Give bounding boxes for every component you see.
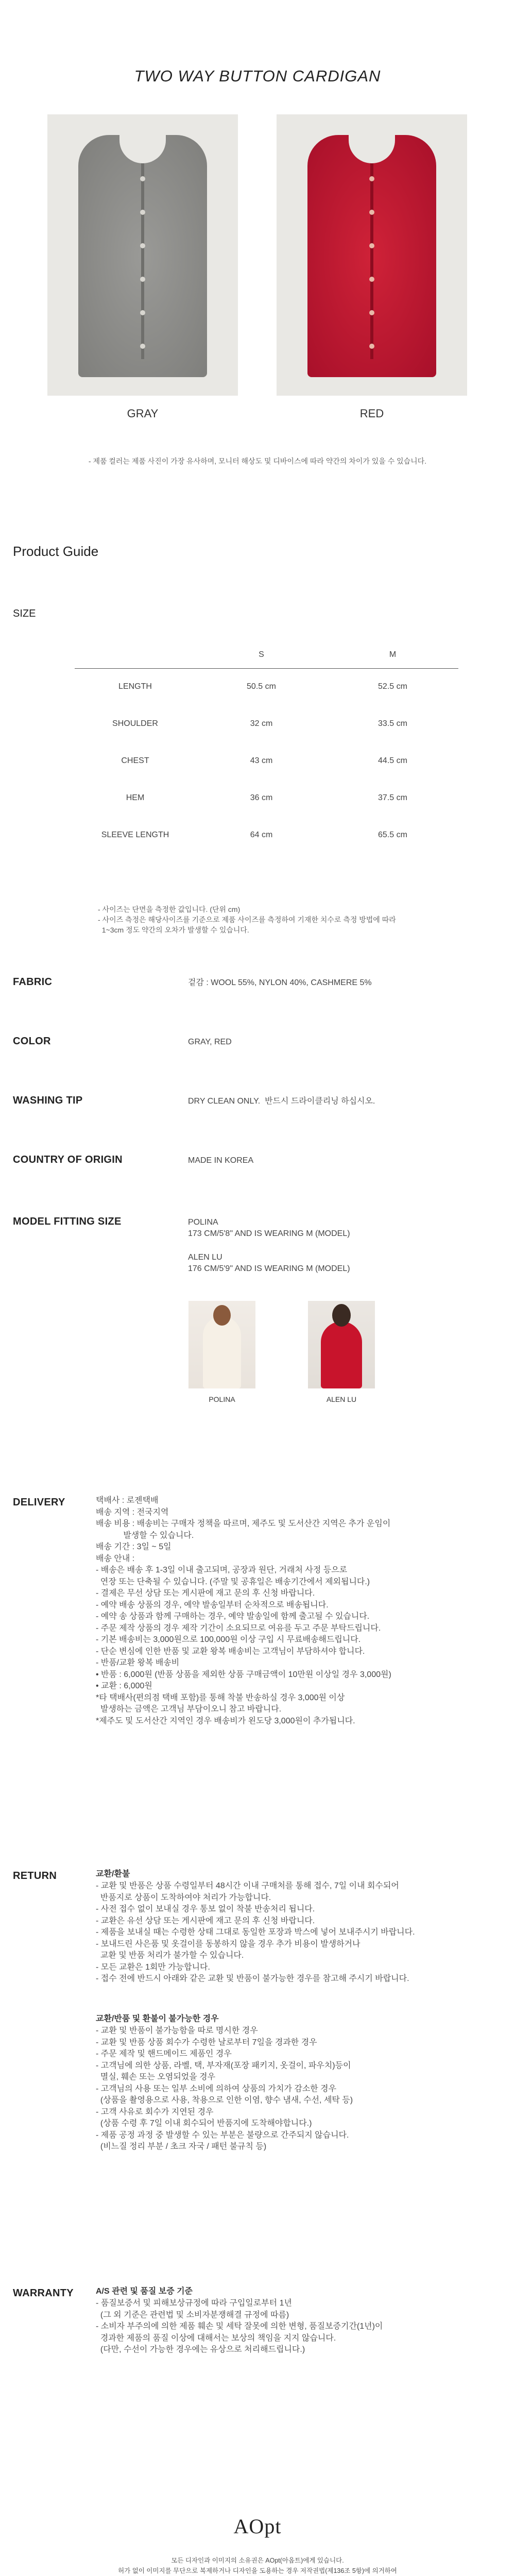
fabric-value: 겉감 : WOOL 55%, NYLON 40%, CASHMERE 5%: [188, 978, 372, 987]
size-cell-s: 36 cm: [250, 793, 273, 802]
size-note-line: - 사이즈 측정은 해당사이즈를 기준으로 제품 사이즈를 측정하여 기재한 치수로 측정 방법에 따라: [98, 916, 396, 924]
model-photo-alen-lu: [308, 1301, 375, 1388]
table-row: [75, 779, 458, 817]
size-cell-m: 33.5 cm: [378, 719, 407, 728]
size-cell-m: 37.5 cm: [378, 793, 407, 802]
washing-label: WASHING TIP: [13, 1095, 83, 1106]
color-caption-gray: GRAY: [127, 407, 159, 420]
product-title: TWO WAY BUTTON CARDIGAN: [134, 67, 381, 85]
return-label: RETURN: [13, 1870, 57, 1882]
table-row: [75, 742, 458, 779]
model-photo-polina: [188, 1301, 255, 1388]
return-text: - 교환 및 반품은 상품 수령일부터 48시간 이내 구매처를 통해 접수, 7일 이내 회수되어 반품지로 상품이 도착하여야 처리가 가능합니다. - 사전 접수 없이 보내실 경우 통보 없이 착불 반송처리 됩니다. - 교환은 유선 상담 또는 게시판에 재고 문의 후 신청 바랍니다. - 제품을 보내실 때는 수령한 상태 그대로 동일한 포장과 박스에 넣어 보내주시기 바랍니다. - 보내드린 사은품 및 옷걸이를 동봉하지 않을 경우 추가 비용이 발생하거나 교환 및 반품 처리가 불가할 수 있습니다. - 모든 교환은 1회만 가능합니다. - 접수 전에 반드시 아래와 같은 교환 및 반품이 불가능한 경우를 참고해 주시기 바랍니다.: [96, 1882, 415, 1983]
footer-line: 허가 없이 이미지를 무단으로 복제하거나 디자인을 도용하는 경우 저작권법(제136조 5항)에 의거하여: [118, 2567, 397, 2574]
footer-line: 모든 디자인과 이미지의 소유권은 AOpt(아옵트)에게 있습니다.: [171, 2557, 344, 2564]
size-cell-s: 64 cm: [250, 831, 273, 839]
size-note-line: - 사이즈는 단면을 측정한 값입니다. (단위 cm): [98, 905, 241, 913]
size-table: [75, 641, 458, 854]
size-cell-m: 52.5 cm: [378, 682, 407, 691]
model-name: ALEN LU: [188, 1253, 222, 1262]
delivery-label: DELIVERY: [13, 1497, 65, 1508]
table-row: [75, 668, 458, 705]
size-notes: [98, 904, 396, 935]
model-detail: 176 CM/5'9" AND IS WEARING M (MODEL): [188, 1264, 350, 1273]
size-table-header: [75, 641, 458, 668]
size-heading: SIZE: [13, 608, 36, 619]
model-detail: 173 CM/5'8" AND IS WEARING M (MODEL): [188, 1229, 350, 1238]
footer-copyright: [0, 2555, 515, 2576]
return-nonrefundable-heading: 교환/반품 및 환불이 불가능한 경우: [96, 2014, 219, 2023]
model-name: POLINA: [188, 1218, 218, 1227]
delivery-text: 택배사 : 로젠택배 배송 지역 : 전국지역 배송 비용 : 배송비는 구매자 정책을 따르며, 제주도 및 도서산간 지역은 추가 운임이 발생할 수 있습니다. 배송 기간 : 3일 ~ 5일 배송 안내 : - 배송은 배송 후 1-3일 이내 출고되며, 공장과 원단, 거래처 사정 등으로 연장 또는 단축될 수 있습니다. (주말 및 공휴일은 배송기간에서 제외됩니다.) - 결제은 무선 상담 또는 게시판에 재고 문의 후 신청 바랍니다. - 예약 배송 상품의 경우, 예약 발송일부터 순차적으로 배송됩니다. - 예약 송 상품과 함께 구매하는 경우, 예약 발송일에 함께 출고될 수 있습니다. - 주문 제작 상품의 경우 제작 기간이 소요되므로 여유를 두고 주문 부탁드립니다. - 기본 배송비는 3,000원으로 100,000원 이상 구입 시 무료배송해드립니다. - 단순 변심에 인한 반품 및 교환 왕복 배송비는 고객님이 부담하셔야 합니다. - 반품/교환 왕복 배송비 • 반품 : 6,000원 (반품 상품을 제외한 상품 구매금액이 10만원 이상일 경우 3,000원) • 교환 : 6,000원 *타 택배사(편의점 택배 포함)를 통해 착불 반송하실 경우 3,000원 이상 발생하는 금액은 고객님 부담이오니 참고 바랍니다. *제주도 및 도서산간 지역인 경우 배송비가 왼도당 3,000원이 추가됩니다.: [96, 1496, 391, 1725]
red-cardigan-photo: [277, 114, 467, 396]
origin-label: COUNTRY OF ORIGIN: [13, 1154, 123, 1165]
warranty-label: WARRANTY: [13, 2287, 74, 2299]
brand-logo: AOpt: [233, 2515, 282, 2538]
color-value: GRAY, RED: [188, 1038, 232, 1046]
warranty-text: - 품질보증서 및 피해보상규정에 따라 구입일로부터 1년 (그 외 기준은 관련법 및 소비자분쟁해결 규정에 따름) - 소비자 부주의에 의한 제품 훼손 및 세탁 잘못에 의한 변형, 품질보증기간(1년)이 경과한 제품의 품질 이상에 대해서는 보상의 책임을 지지 않습니다. (다만, 수선이 가능한 경우에는 유상으로 처리해드립니다.): [96, 2299, 383, 2354]
size-row-label: CHEST: [121, 756, 149, 765]
size-note-line: 1~3cm 정도 약간의 오차가 발생할 수 있습니다.: [98, 926, 249, 934]
table-row: [75, 705, 458, 742]
size-row-label: LENGTH: [118, 682, 152, 691]
size-cell-m: 44.5 cm: [378, 756, 407, 765]
size-cell-s: 43 cm: [250, 756, 273, 765]
color-label: COLOR: [13, 1036, 51, 1047]
size-col-m: M: [327, 641, 458, 668]
gray-cardigan-photo: [47, 114, 238, 396]
color-note: - 제품 컬러는 제품 사진이 가장 유사하며, 모니터 해상도 및 디바이스에 따라 약간의 차이가 있을 수 있습니다.: [88, 457, 427, 465]
size-row-label: SHOULDER: [112, 719, 158, 728]
washing-value: DRY CLEAN ONLY. 반드시 드라이클리닝 하십시오.: [188, 1097, 375, 1106]
color-caption-red: RED: [359, 407, 384, 420]
size-row-label: HEM: [126, 793, 145, 802]
return-heading: 교환/환불: [96, 1870, 130, 1878]
origin-value: MADE IN KOREA: [188, 1156, 254, 1165]
model-caption-polina: POLINA: [209, 1395, 235, 1403]
model-fitting-label: MODEL FITTING SIZE: [13, 1216, 122, 1227]
warranty-heading: A/S 관련 및 품질 보증 기준: [96, 2287, 193, 2296]
size-row-label: SLEEVE LENGTH: [101, 831, 169, 839]
model-entry-1: [188, 1217, 350, 1240]
table-row: [75, 817, 458, 854]
size-cell-s: 32 cm: [250, 719, 273, 728]
size-cell-s: 50.5 cm: [247, 682, 276, 691]
size-col-s: S: [196, 641, 327, 668]
size-cell-m: 65.5 cm: [378, 831, 407, 839]
return-nonrefundable-text: - 교환 및 반품이 불가능함을 따로 명시한 경우 - 교환 및 반품 상품 회수가 수령한 날로부터 7일을 경과한 경우 - 주문 제작 및 핸드메이드 제품인 경우 - 고객님에 의한 상품, 라벨, 택, 부자재(포장 패키지, 옷걸이, 파우치)등이 멸실, 훼손 또는 오염되었을 경우 - 고객님의 사용 또는 일부 소비에 의하여 상품의 가치가 감소한 경우 (상품을 촬영용으로 사용, 착용으로 인한 이염, 향수 냄새, 수선, 세탁 등) - 고객 사유로 회수가 지연된 경우 (상품 수령 후 7일 이내 회수되어 반품지에 도착해야합니다.) - 제품 공정 과정 중 발생할 수 있는 부분은 불량으로 간주되지 않습니다. (비느질 정리 부분 / 초크 자국 / 패턴 불규칙 등): [96, 2026, 353, 2151]
model-entry-2: [188, 1252, 350, 1275]
model-caption-alen-lu: ALEN LU: [326, 1395, 357, 1403]
fabric-label: FABRIC: [13, 976, 53, 988]
product-guide-heading: Product Guide: [13, 544, 99, 559]
